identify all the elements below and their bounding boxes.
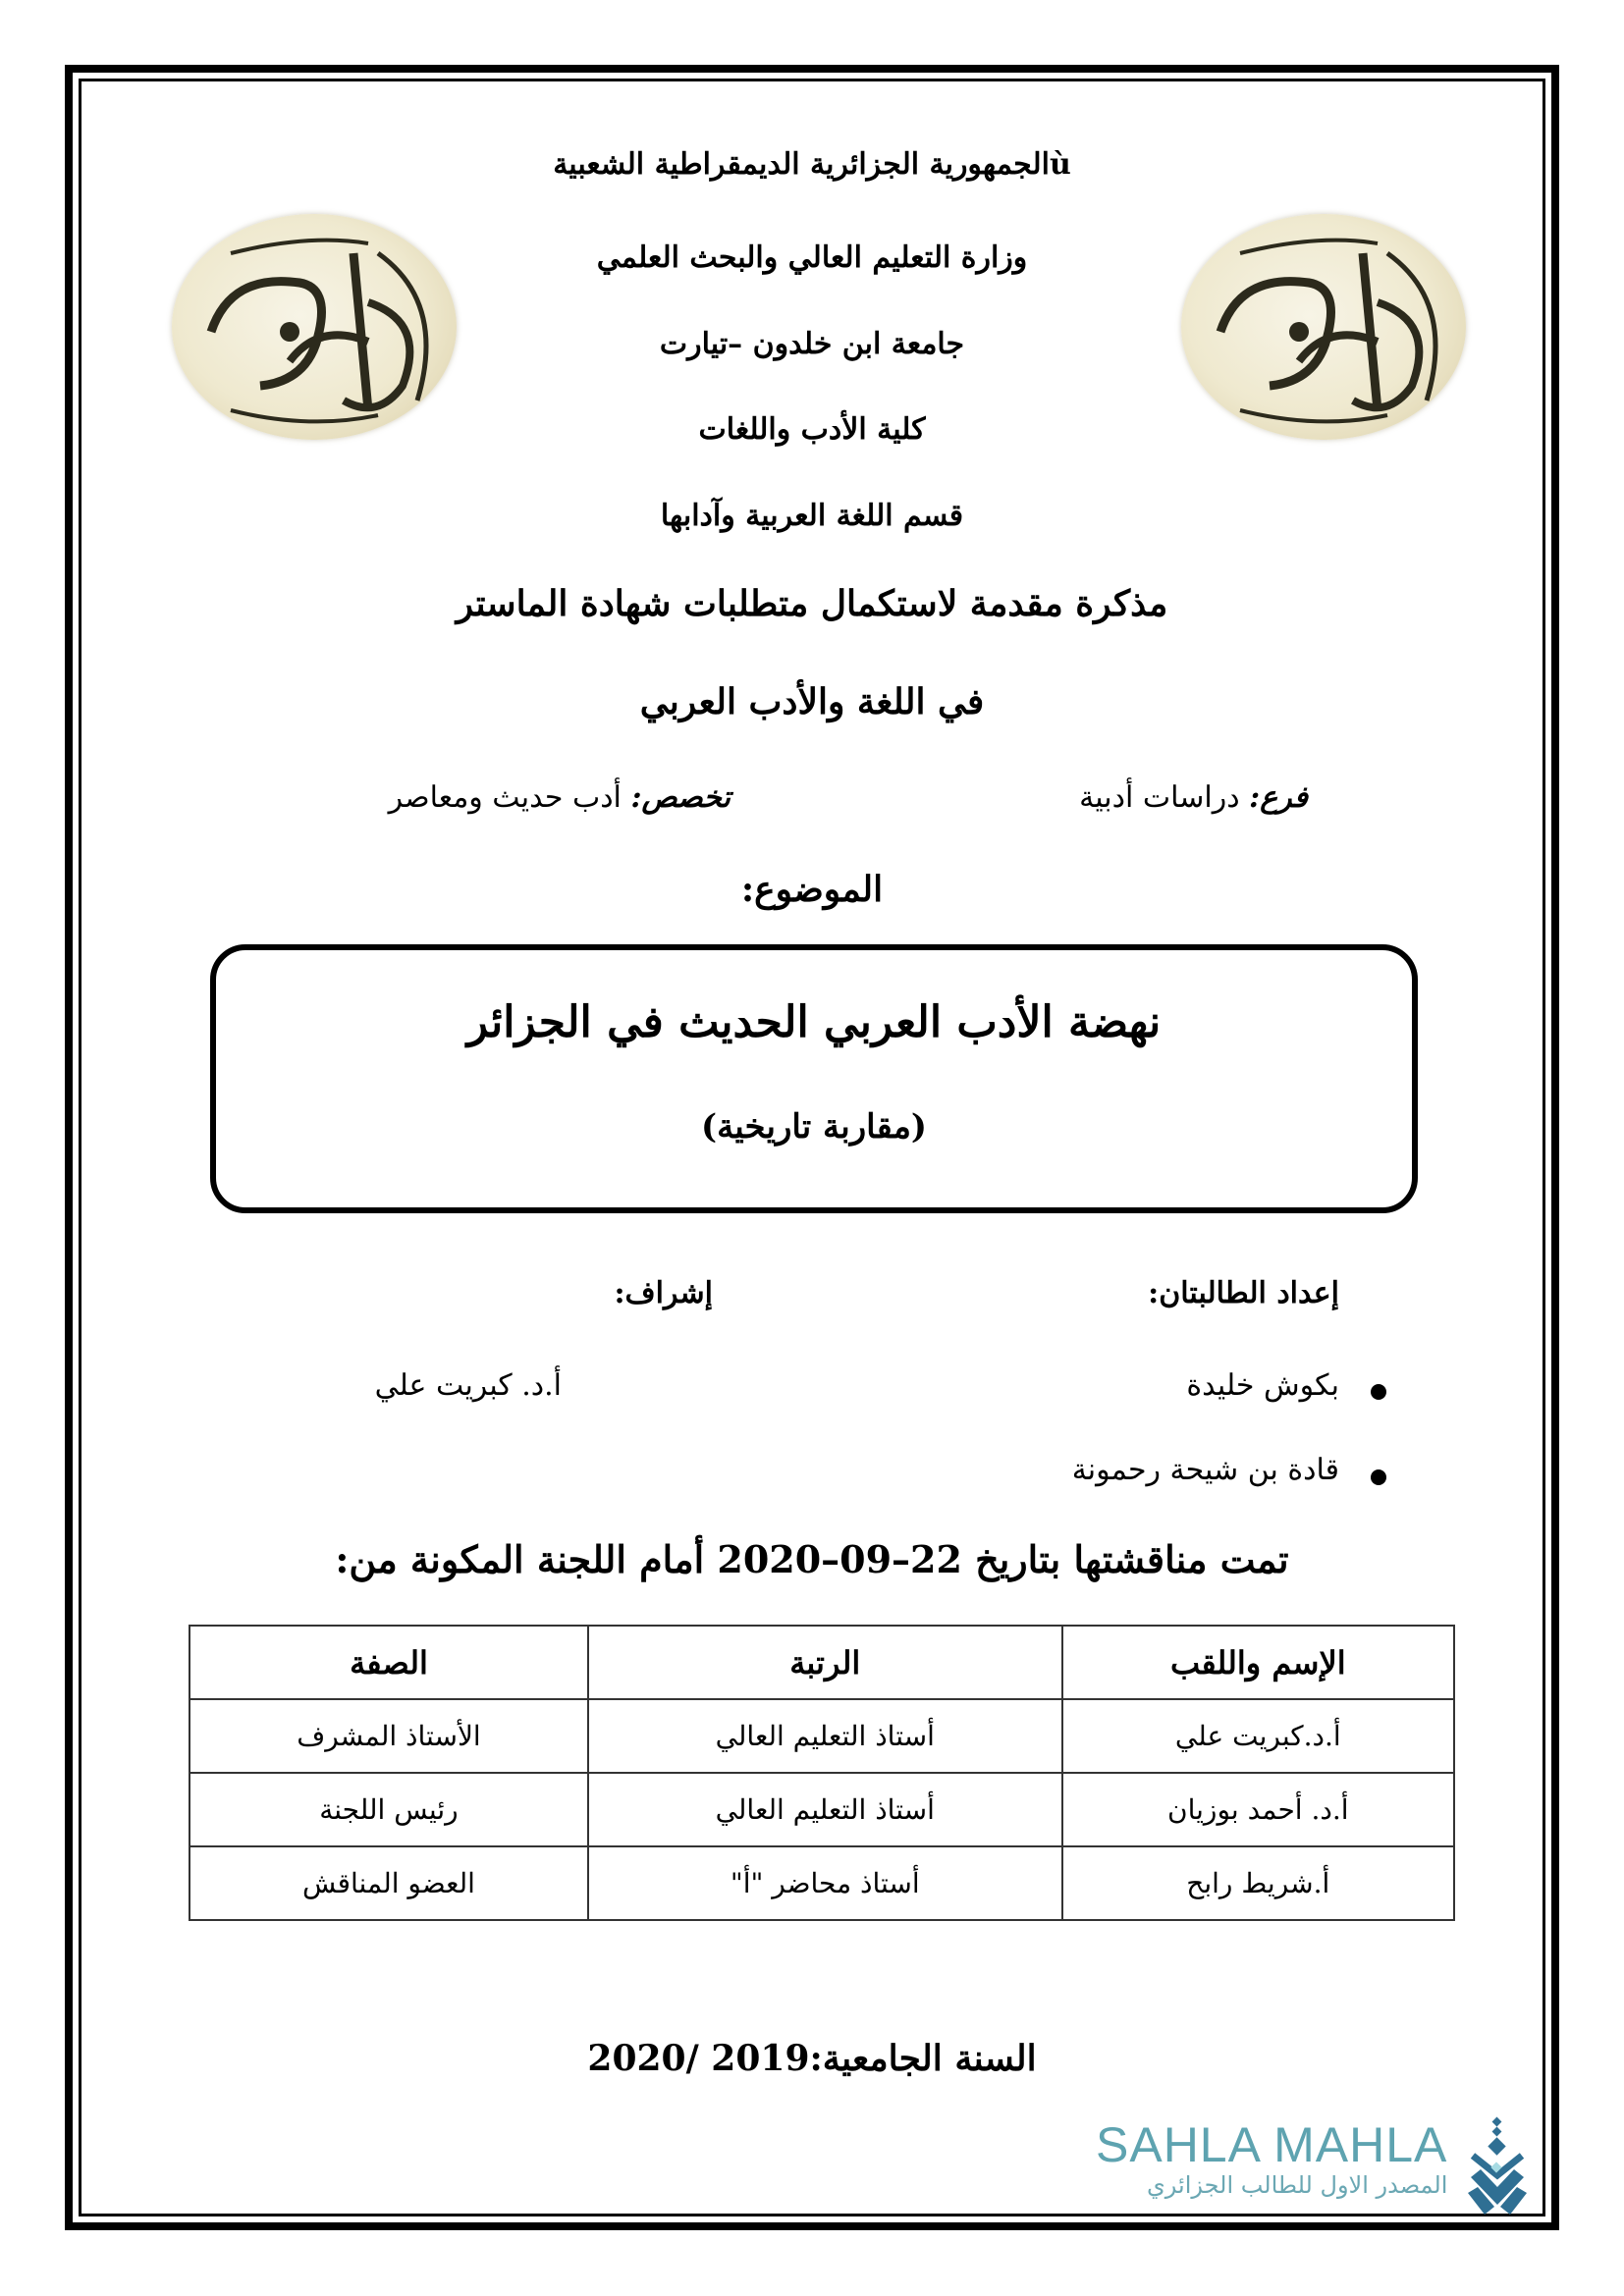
bullet-icon xyxy=(1371,1384,1386,1400)
author-name-1: بكوش خليدة xyxy=(1186,1368,1339,1403)
member-rank: أستاذ التعليم العالي xyxy=(588,1699,1062,1773)
branch-line xyxy=(1079,780,1308,815)
memo-title: مذكرة مقدمة لاستكمال متطلبات شهادة الماستر xyxy=(456,583,1168,624)
member-role: الأستاذ المشرف xyxy=(189,1699,588,1773)
topic-title: نهضة الأدب العربي الحديث في الجزائر xyxy=(466,997,1162,1047)
supervision-label: إشراف: xyxy=(614,1276,713,1310)
authors-label: إعداد الطالبتان: xyxy=(1148,1276,1339,1310)
sahla-mahla-watermark xyxy=(1096,2117,1448,2199)
table-header-row xyxy=(189,1626,1454,1699)
member-name: أ.د.كبريت علي xyxy=(1062,1699,1454,1773)
country-name: ùالجمهورية الجزائرية الديمقراطية الشعبية xyxy=(553,147,1071,182)
table-row xyxy=(189,1846,1454,1920)
supervisor-name: أ.د. كبريت علي xyxy=(374,1368,562,1403)
header-name: الإسم واللقب xyxy=(1062,1626,1454,1699)
member-rank: أستاذ محاضر "أ" xyxy=(588,1846,1062,1920)
defense-statement: تمت مناقشتها بتاريخ 22–09–2020 أمام اللجنة المكونة من: xyxy=(335,1537,1289,1581)
branch-value: دراسات أدبية xyxy=(1079,780,1240,815)
member-name: أ.د. أحمد بوزيان xyxy=(1062,1773,1454,1846)
university-name: جامعة ابن خلدون –تيارت xyxy=(659,327,965,361)
faculty-name: كلية الأدب واللغات xyxy=(698,412,926,447)
specialty-value: أدب حديث ومعاصر xyxy=(388,780,622,815)
member-role: العضو المناقش xyxy=(189,1846,588,1920)
sahla-mahla-logo-icon xyxy=(1463,2116,1532,2228)
topic-subtitle: (مقاربة تاريخية) xyxy=(700,1107,928,1147)
topic-label: الموضوع: xyxy=(740,869,884,910)
member-name: أ.شريط رابح xyxy=(1062,1846,1454,1920)
bullet-icon xyxy=(1371,1469,1386,1485)
field-title: في اللغة والأدب العربي xyxy=(639,681,985,722)
committee-table xyxy=(189,1625,1455,1921)
member-role: رئيس اللجنة xyxy=(189,1773,588,1846)
header-role: الصفة xyxy=(189,1626,588,1699)
academic-year: السنة الجامعية:2019 /2020 xyxy=(587,2038,1037,2079)
table-row xyxy=(189,1773,1454,1846)
brand-tagline: المصدر الاول للطالب الجزائري xyxy=(1147,2171,1448,2199)
ministry-name: وزارة التعليم العالي والبحث العلمي xyxy=(596,240,1028,275)
branch-label: فرع: xyxy=(1249,780,1308,815)
specialty-label: تخصص: xyxy=(630,780,731,815)
department-name: قسم اللغة العربية وآدابها xyxy=(660,499,964,533)
member-rank: أستاذ التعليم العالي xyxy=(588,1773,1062,1846)
author-name-2: قادة بن شيحة رحمونة xyxy=(1071,1453,1339,1487)
table-row xyxy=(189,1699,1454,1773)
header-rank: الرتبة xyxy=(588,1626,1062,1699)
specialty-line xyxy=(389,780,731,815)
brand-name: SAHLA MAHLA xyxy=(1096,2117,1448,2172)
topic-box xyxy=(210,944,1418,1213)
